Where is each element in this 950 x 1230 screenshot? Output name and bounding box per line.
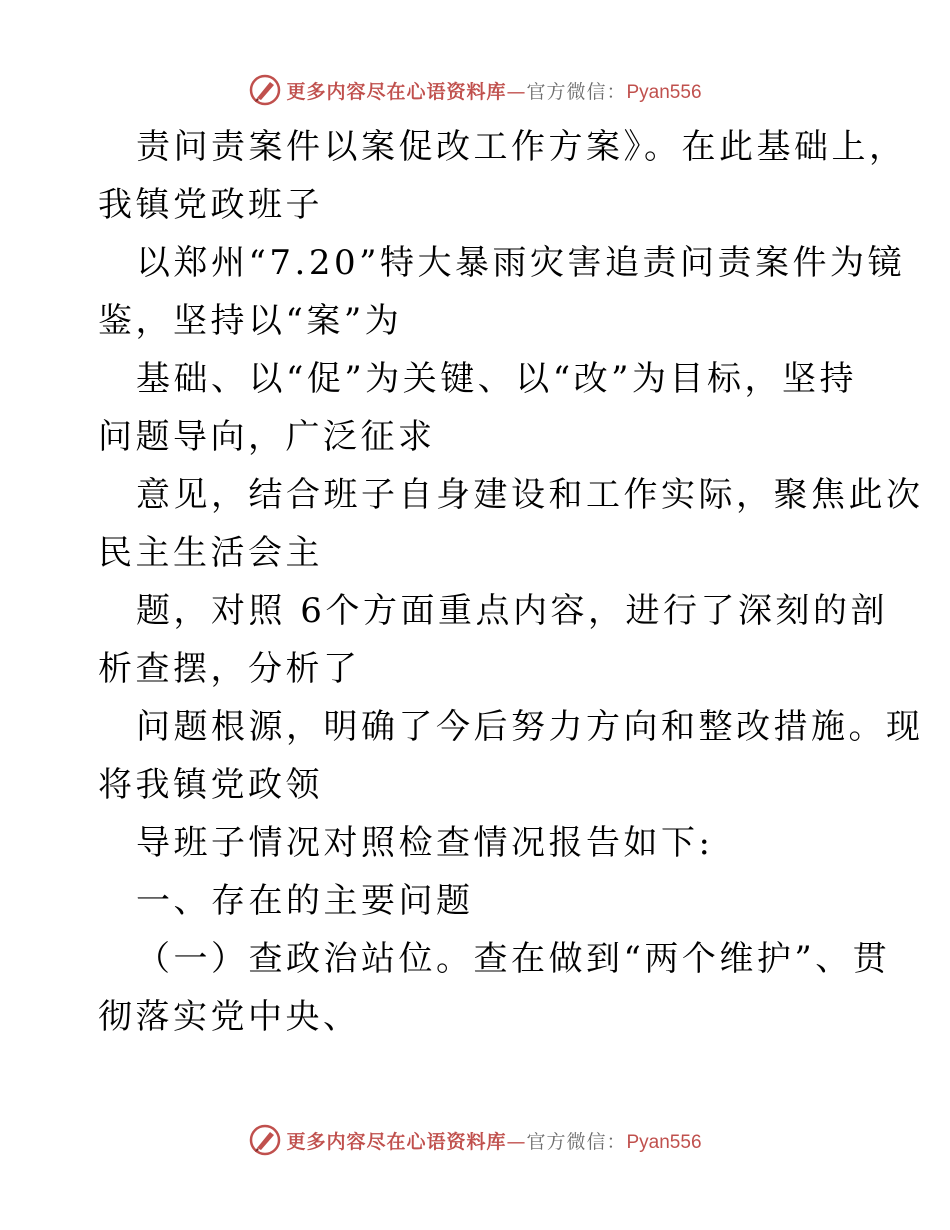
quill-pen-seal-icon <box>248 1123 282 1157</box>
text-line: 民主生活会主 <box>98 533 323 573</box>
header-watermark <box>0 70 950 110</box>
text-line: 问题根源，明确了今后努力方向和整改措施。现 <box>136 707 924 747</box>
watermark-wechat-id: Pyan556 <box>626 81 702 103</box>
text-line: 责问责案件以案促改工作方案》。在此基础上， <box>136 127 907 167</box>
watermark-wechat-label: 官方微信： <box>526 80 627 103</box>
text-line: 彻落实党中央、 <box>98 997 361 1037</box>
footer-watermark <box>0 1120 950 1160</box>
watermark-wechat-label: 官方微信： <box>526 1130 627 1153</box>
text-line: 析查摆，分析了 <box>98 649 361 689</box>
section-heading: 一、存在的主要问题 <box>136 881 474 921</box>
watermark-separator: — <box>506 1130 527 1153</box>
text-line: 我镇党政班子 <box>98 185 323 225</box>
watermark-name: 更多内容尽在心语资料库 <box>286 80 507 103</box>
text-line: 基础、以“促”为关键、以“改”为目标，坚持 <box>136 359 858 399</box>
text-line: 导班子情况对照检查情况报告如下: <box>136 823 714 863</box>
text-line: 意见，结合班子自身建设和工作实际，聚焦此次 <box>136 475 924 515</box>
text-line: 将我镇党政领 <box>98 765 323 805</box>
text-line: 以郑州“7.20”特大暴雨灾害追责问责案件为镜 <box>136 243 905 283</box>
quill-pen-seal-icon <box>248 73 282 107</box>
text-line: 问题导向，广泛征求 <box>98 417 436 457</box>
subsection-heading: （一）查政治站位。查在做到“两个维护”、贯 <box>136 939 891 979</box>
watermark-separator: — <box>506 80 527 103</box>
document-body <box>98 118 924 1046</box>
text-line: 题，对照 6个方面重点内容，进行了深刻的剖 <box>136 591 888 631</box>
text-line: 鉴，坚持以“案”为 <box>98 301 403 341</box>
watermark-name: 更多内容尽在心语资料库 <box>286 1130 507 1153</box>
watermark-wechat-id: Pyan556 <box>626 1131 702 1153</box>
